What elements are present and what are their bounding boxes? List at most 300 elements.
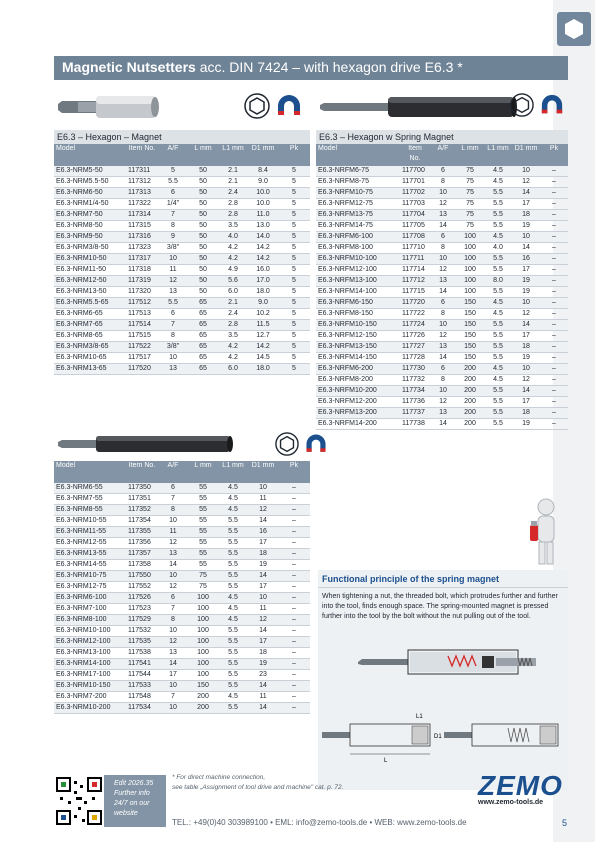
table-row (54, 571, 310, 582)
table-cell: E6.3-NRM6-50 (54, 188, 126, 199)
table-cell: – (278, 615, 310, 626)
table-row (54, 331, 310, 342)
table-cell: E6.3-NRM5-50 (54, 166, 126, 177)
table-cell: E6.3-NRM10-100 (54, 626, 126, 637)
table-cell: – (540, 353, 568, 364)
table-cell: – (540, 419, 568, 430)
table-row (54, 692, 310, 703)
table-cell: 10 (248, 593, 278, 604)
icon-group-2 (275, 432, 329, 456)
table-row (316, 386, 568, 397)
table-cell: – (278, 505, 310, 516)
table-cell: 19 (248, 560, 278, 571)
table-cell: 10.0 (248, 199, 278, 210)
table-cell: 4.5 (218, 494, 248, 505)
table-cell: 117523 (126, 604, 158, 615)
table-cell: 5.5 (484, 353, 512, 364)
table-row (54, 670, 310, 681)
table-cell: 2.4 (218, 309, 248, 320)
table-cell: 5.5 (484, 254, 512, 265)
table-cell: 5.5 (484, 419, 512, 430)
table-cell: 117533 (126, 681, 158, 692)
table-cell: E6.3-NRFM6-100 (316, 232, 400, 243)
table-row (54, 659, 310, 670)
table-cell: 50 (188, 166, 218, 177)
table-row (54, 342, 310, 353)
table-cell: 5.5 (218, 703, 248, 714)
table-cell: – (540, 210, 568, 221)
table-hexagon-magnet (54, 144, 310, 375)
table-cell: 200 (456, 375, 484, 386)
table-cell: 11 (248, 692, 278, 703)
table-cell: 5.5 (484, 331, 512, 342)
magnet-icon-3 (538, 93, 566, 117)
table-cell: 117354 (126, 516, 158, 527)
table-cell: 17 (248, 582, 278, 593)
table-cell: 5.5 (484, 397, 512, 408)
table-cell: 117323 (126, 243, 158, 254)
table-cell: 3/8" (158, 342, 188, 353)
table-cell: 4.2 (218, 353, 248, 364)
table-row (316, 254, 568, 265)
table-cell: 17 (512, 199, 540, 210)
table-cell: 14 (430, 353, 456, 364)
table-cell: 12 (512, 309, 540, 320)
col-header: L mm (188, 144, 218, 166)
table-cell: – (278, 659, 310, 670)
table-cell: 12 (158, 637, 188, 648)
table-row (316, 276, 568, 287)
table-cell: 117703 (400, 199, 430, 210)
table-cell: 5.5 (484, 210, 512, 221)
col-header: L mm (188, 461, 218, 483)
table-cell: 5.5 (484, 386, 512, 397)
table-cell: 117544 (126, 670, 158, 681)
table-cell: E6.3-NRM14-55 (54, 560, 126, 571)
table-cell: 117311 (126, 166, 158, 177)
col-header: Pk (278, 144, 310, 166)
table-cell: 75 (456, 177, 484, 188)
table-cell: E6.3-NRFM12-150 (316, 331, 400, 342)
hexagon-icon (244, 93, 270, 119)
table-cell: 117541 (126, 659, 158, 670)
table-cell: 55 (188, 483, 218, 494)
table-cell: 150 (456, 298, 484, 309)
table-cell: 5 (278, 243, 310, 254)
table-cell: 65 (188, 320, 218, 331)
table-cell: 5.5 (484, 287, 512, 298)
table-cell: 4.5 (218, 505, 248, 516)
table-cell: 12 (430, 265, 456, 276)
col-header: Item No. (126, 144, 158, 166)
zemo-logo[interactable]: ZEMO (478, 770, 563, 801)
table-cell: 10.2 (248, 309, 278, 320)
table-cell: 5 (278, 166, 310, 177)
table-row (54, 637, 310, 648)
table-cell: – (278, 626, 310, 637)
table-cell: E6.3-NRFM10-75 (316, 188, 400, 199)
table-cell: – (540, 287, 568, 298)
table-row (316, 243, 568, 254)
table-cell: 100 (188, 626, 218, 637)
table-cell: 5.5 (218, 582, 248, 593)
table-cell: 50 (188, 276, 218, 287)
table-cell: 6 (430, 364, 456, 375)
table-cell: 117548 (126, 692, 158, 703)
table-cell: 19 (512, 353, 540, 364)
table-cell: 55 (188, 516, 218, 527)
table-cell: 200 (456, 397, 484, 408)
table-cell: 117535 (126, 637, 158, 648)
table-cell: E6.3-NRM3/8-50 (54, 243, 126, 254)
table-cell: 16.0 (248, 265, 278, 276)
table-cell: 100 (188, 615, 218, 626)
icon-group-1 (244, 93, 304, 119)
dim-label-l1: L1 (416, 714, 423, 720)
table-row (316, 331, 568, 342)
table-cell: 11 (158, 527, 188, 538)
table-cell: 17 (512, 331, 540, 342)
table-cell: 14.0 (248, 232, 278, 243)
table-cell: 5 (278, 199, 310, 210)
title-rest: acc. DIN 7424 – with hexagon drive E6.3 * (199, 59, 463, 75)
table-cell: 5 (278, 221, 310, 232)
table-cell: 4.5 (484, 375, 512, 386)
nutsetter-short-image (56, 92, 160, 122)
table-cell: 117526 (126, 593, 158, 604)
table-cell: E6.3-NRFM8-200 (316, 375, 400, 386)
table-cell: E6.3-NRM13-50 (54, 287, 126, 298)
table-cell: 117730 (400, 364, 430, 375)
table-cell: 5.5 (218, 637, 248, 648)
table-cell: E6.3-NRFM14-100 (316, 287, 400, 298)
col-header: Pk (278, 461, 310, 483)
table-row (316, 397, 568, 408)
table-cell: 117728 (400, 353, 430, 364)
table-cell: 6 (430, 232, 456, 243)
table-row (316, 419, 568, 430)
table-cell: 5.5 (484, 199, 512, 210)
table-cell: 100 (188, 604, 218, 615)
table-cell: E6.3-NRFM6-150 (316, 298, 400, 309)
table-cell: 50 (188, 177, 218, 188)
table-cell: 100 (456, 243, 484, 254)
table-cell: 5.5 (218, 659, 248, 670)
table-cell: – (540, 199, 568, 210)
footnote-line-2: see table „Assignment of tool drive and machine" cat. p. 72. (172, 784, 344, 791)
table-cell: 17 (512, 397, 540, 408)
table-cell: 12 (158, 276, 188, 287)
table-cell: 50 (188, 254, 218, 265)
table-cell: 50 (188, 210, 218, 221)
table-cell: – (540, 243, 568, 254)
table-cell: E6.3-NRM12-50 (54, 276, 126, 287)
qr-code[interactable] (54, 775, 104, 827)
table-cell: 12 (512, 375, 540, 386)
table-cell: 18 (248, 648, 278, 659)
table-cell: E6.3-NRFM13-200 (316, 408, 400, 419)
table-cell: 14 (248, 703, 278, 714)
table-cell: E6.3-NRM11-50 (54, 265, 126, 276)
table-cell: 8 (430, 375, 456, 386)
table-cell: 7 (158, 210, 188, 221)
table-cell: 117314 (126, 210, 158, 221)
table-cell: 6 (430, 298, 456, 309)
table-cell: 4.5 (484, 166, 512, 177)
table-cell: – (540, 320, 568, 331)
table-cell: 50 (188, 287, 218, 298)
table-cell: 5 (278, 364, 310, 375)
table-cell: 200 (188, 692, 218, 703)
table-cell: 3.5 (218, 221, 248, 232)
func-title: Functional principle of the spring magnet (318, 570, 568, 588)
table-cell: – (278, 571, 310, 582)
table-cell: 50 (188, 221, 218, 232)
footnote-line-1: * For direct machine connection, (172, 774, 266, 781)
table-cell: 117322 (126, 199, 158, 210)
table-cell: E6.3-NRFM14-150 (316, 353, 400, 364)
table-cell: 13 (158, 648, 188, 659)
person-illustration (526, 497, 562, 567)
table-cell: 2.1 (218, 298, 248, 309)
table-cell: 12 (430, 331, 456, 342)
table-cell: – (540, 166, 568, 177)
table-cell: 14 (512, 243, 540, 254)
footer-contact: TEL.: +49(0)40 303989100 • EML: info@zemo-tools.de • WEB: www.zemo-tools.de (172, 818, 467, 827)
table-cell: E6.3-NRFM14-200 (316, 419, 400, 430)
table-row (316, 298, 568, 309)
table-cell: 13 (430, 210, 456, 221)
table-cell: E6.3-NRM13-100 (54, 648, 126, 659)
table-cell: 100 (456, 287, 484, 298)
col-header: A/F (430, 144, 456, 166)
table-row (54, 221, 310, 232)
icon-group-3 (510, 93, 566, 117)
table-cell: 7 (158, 320, 188, 331)
table-cell: E6.3-NRM10-75 (54, 571, 126, 582)
edit-info (114, 779, 153, 819)
table-cell: 14.2 (248, 342, 278, 353)
col-header: L1 mm (218, 144, 248, 166)
qr-box (54, 775, 166, 827)
table-cell: 65 (188, 353, 218, 364)
table-cell: 200 (188, 703, 218, 714)
table-cell: E6.3-NRFM14-75 (316, 221, 400, 232)
table-cell: 100 (456, 276, 484, 287)
table-cell: E6.3-NRM10-65 (54, 353, 126, 364)
table-cell: 5.5 (158, 298, 188, 309)
table-cell: 117319 (126, 276, 158, 287)
table-cell: E6.3-NRM9-50 (54, 232, 126, 243)
table-cell: – (278, 637, 310, 648)
table-row (54, 648, 310, 659)
table-cell: – (278, 692, 310, 703)
table-cell: 16 (512, 254, 540, 265)
table-cell: 150 (188, 681, 218, 692)
table-cell: 117312 (126, 177, 158, 188)
table-cell: 4.2 (218, 243, 248, 254)
table-cell: 117734 (400, 386, 430, 397)
table-row (54, 265, 310, 276)
table-cell: 10 (512, 298, 540, 309)
nutsetter-spring-image (318, 92, 518, 122)
table-cell: 5.5 (218, 560, 248, 571)
table-cell: E6.3-NRM7-50 (54, 210, 126, 221)
table-cell: E6.3-NRFM6-75 (316, 166, 400, 177)
table-cell: 13 (430, 342, 456, 353)
table-row (54, 254, 310, 265)
table-cell: 5.5 (218, 516, 248, 527)
table-cell: 100 (188, 648, 218, 659)
table-cell: 8 (158, 331, 188, 342)
table-cell: 10 (430, 254, 456, 265)
table-cell: 14 (248, 516, 278, 527)
col-header: A/F (158, 144, 188, 166)
table-cell: – (540, 254, 568, 265)
col-header: A/F (158, 461, 188, 483)
table-cell: 117737 (400, 408, 430, 419)
col-header: Pk (540, 144, 568, 166)
table-cell: 5 (278, 276, 310, 287)
table-row (54, 604, 310, 615)
table-cell: 9.0 (248, 298, 278, 309)
table-cell: 14 (512, 188, 540, 199)
table-cell: 2.1 (218, 177, 248, 188)
table-cell: 117320 (126, 287, 158, 298)
table-cell: 8 (158, 221, 188, 232)
table-cell: 11.5 (248, 320, 278, 331)
table-cell: 117356 (126, 538, 158, 549)
table-row (54, 199, 310, 210)
table-cell: – (540, 265, 568, 276)
table-cell: – (278, 538, 310, 549)
table-cell: E6.3-NRM6-65 (54, 309, 126, 320)
table-cell: 6 (158, 483, 188, 494)
table-cell: 117355 (126, 527, 158, 538)
table-cell: 117318 (126, 265, 158, 276)
table-cell: 50 (188, 199, 218, 210)
table-cell: 4.5 (218, 483, 248, 494)
table-cell: 117724 (400, 320, 430, 331)
table-cell: 2.8 (218, 320, 248, 331)
nutsetter-long-image (56, 432, 236, 456)
table-cell: – (278, 483, 310, 494)
table-row (54, 243, 310, 254)
table-cell: E6.3-NRFM12-100 (316, 265, 400, 276)
functional-principle-box (318, 570, 568, 790)
table-cell: 117538 (126, 648, 158, 659)
table-cell: 5 (278, 265, 310, 276)
table-cell: E6.3-NRM10-150 (54, 681, 126, 692)
table-cell: 117704 (400, 210, 430, 221)
table-cell: 200 (456, 364, 484, 375)
table-row (54, 681, 310, 692)
zemo-url[interactable]: www.zemo-tools.de (478, 799, 544, 806)
table-cell: 14 (248, 626, 278, 637)
table-cell: 75 (456, 188, 484, 199)
table-cell: E6.3-NRM10-50 (54, 254, 126, 265)
table-cell: 4.5 (484, 298, 512, 309)
table-cell: – (540, 232, 568, 243)
table-cell: 14 (158, 659, 188, 670)
dimension-drawing (318, 704, 568, 764)
table-cell: E6.3-NRM5.5-65 (54, 298, 126, 309)
table-cell: 16 (248, 527, 278, 538)
table-cell: – (540, 188, 568, 199)
table-row (54, 538, 310, 549)
table-cell: 14 (512, 320, 540, 331)
table-cell: 17 (248, 637, 278, 648)
table-cell: 17 (248, 538, 278, 549)
dim-label-d1: D1 (434, 734, 442, 740)
table-cell: 10 (248, 483, 278, 494)
table-row (54, 549, 310, 560)
edit-line-1: Edit 2026.35 (114, 780, 154, 787)
table-cell: – (540, 276, 568, 287)
table-cell: 5.5 (218, 648, 248, 659)
table-cell: 9.0 (248, 177, 278, 188)
table-cell: 150 (456, 331, 484, 342)
hexagon-icon-2 (275, 432, 299, 456)
table-cell: 117708 (400, 232, 430, 243)
table-cell: 8.4 (248, 166, 278, 177)
table-row (316, 287, 568, 298)
table-cell: – (278, 549, 310, 560)
table-cell: 117710 (400, 243, 430, 254)
table-cell: – (540, 331, 568, 342)
table-cell: 117358 (126, 560, 158, 571)
table-row (54, 177, 310, 188)
table-cell: 14.2 (248, 254, 278, 265)
table-cell: 117317 (126, 254, 158, 265)
table-cell: 5.5 (218, 670, 248, 681)
table-cell: 5 (278, 287, 310, 298)
table-cell: 4.0 (218, 232, 248, 243)
table-cell: 117702 (400, 188, 430, 199)
table-cell: 13 (430, 276, 456, 287)
table-cell: 117714 (400, 265, 430, 276)
table-cell: 117515 (126, 331, 158, 342)
table-cell: 14 (248, 571, 278, 582)
table-cell: 100 (188, 637, 218, 648)
table-cell: 150 (456, 353, 484, 364)
table-row (54, 560, 310, 571)
table-cell: 5.5 (218, 549, 248, 560)
table-cell: 117726 (400, 331, 430, 342)
table-cell: E6.3-NRFM8-75 (316, 177, 400, 188)
table-cell: E6.3-NRM8-55 (54, 505, 126, 516)
page-number: 5 (562, 818, 568, 828)
table-row (54, 309, 310, 320)
table-cell: 117534 (126, 703, 158, 714)
table-cell: 4.5 (484, 309, 512, 320)
table-cell: – (278, 516, 310, 527)
table-row (54, 287, 310, 298)
table-cell: E6.3-NRM5.5-50 (54, 177, 126, 188)
table-cell: 14 (512, 386, 540, 397)
table-cell: 18 (248, 549, 278, 560)
table-cell: 12 (248, 505, 278, 516)
table-cell: 117732 (400, 375, 430, 386)
table-cell: 65 (188, 364, 218, 375)
table-cell: 12 (512, 177, 540, 188)
table-cell: 17.0 (248, 276, 278, 287)
table-row (54, 210, 310, 221)
table-cell: 3.5 (218, 331, 248, 342)
table-cell: 6 (430, 166, 456, 177)
table-cell: 65 (188, 298, 218, 309)
table-cell: 10 (430, 320, 456, 331)
